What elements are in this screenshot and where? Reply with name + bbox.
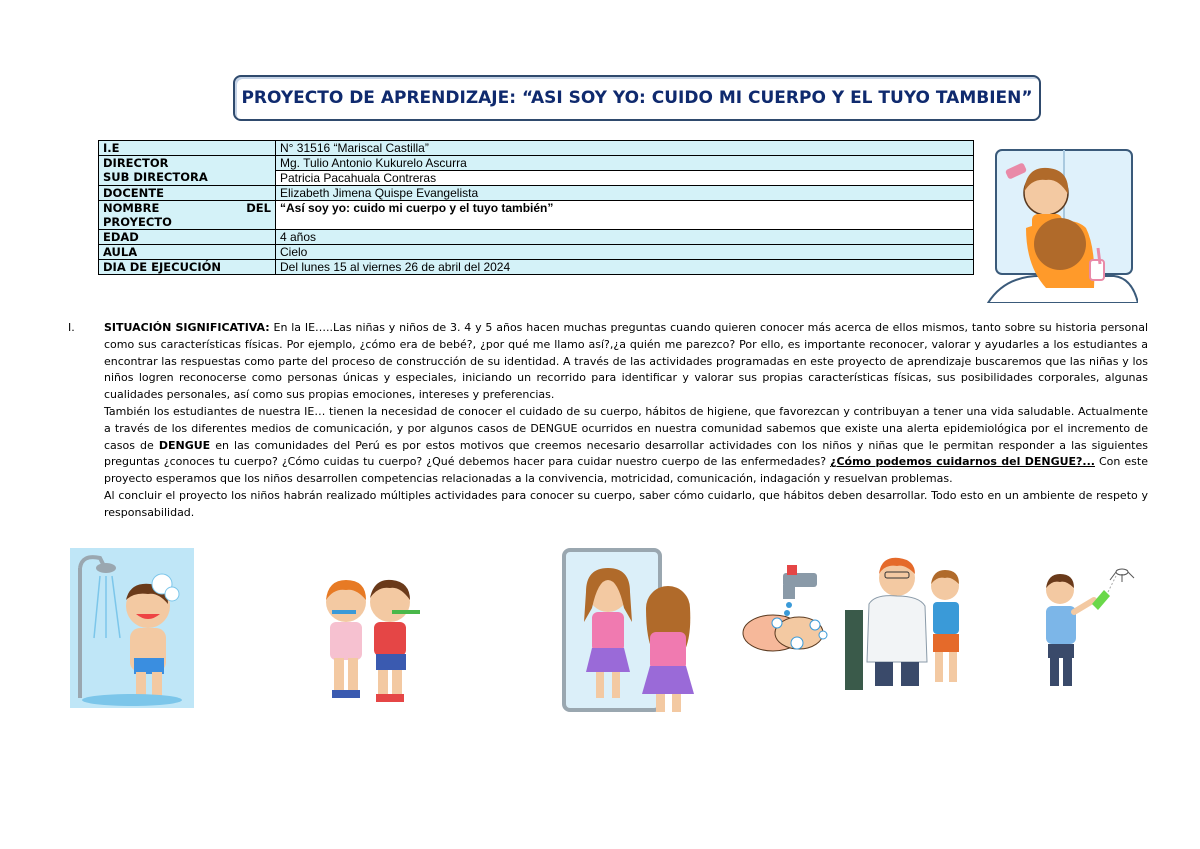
edad-value: 4 años [276, 230, 974, 245]
director-label: DIRECTOR [103, 156, 169, 170]
doctor-checkup-illustration [845, 550, 972, 690]
nombre-value: “Así soy yo: cuido mi cuerpo y el tuyo también” [276, 201, 974, 230]
ie-label: I.E [99, 141, 276, 156]
table-row [99, 245, 974, 260]
situacion-significativa [68, 320, 1148, 522]
paragraph-1-text: En la IE…..Las niñas y niños de 3. 4 y 5 años hacen muchas preguntas cuando quieren conocer más acerca de ellos mismos, tanto sobre su historia personal como sus características físicas. Por ejemplo, ¿cómo era de bebé?, ¿por qué me llamo así?,¿a quién me parezco? Por ello, es importante reconocer, valorar y ayudarles a los estudiantes a encontrar las respuestas como parte del proceso de construcción de su identidad. A través de las actividades programadas en este proyecto de aprendizaje buscaremos que las niñas y los niños logren reconocerse como personas únicas y especiales, iniciando un recorrido para identificar y valorar sus propias características físicas, sus posibilidades corporales, algunas cualidades personales, así como sus propias emociones, intereses y preferencias. [104, 321, 1148, 402]
nombre-label-c: PROYECTO [103, 215, 172, 229]
table-row [99, 186, 974, 201]
director-values [276, 156, 974, 186]
handwashing-illustration [737, 563, 829, 659]
paragraph-2-text-c: Con este proyecto esperamos que los niños desarrollen competencias relacionadas a la convivencia, motricidad, comunicación, indagación y resuelvan problemas. [104, 455, 1148, 486]
nombre-label-b: DEL [246, 201, 271, 215]
docente-label: DOCENTE [99, 186, 276, 201]
girl-mirror-illustration [986, 148, 1138, 303]
nombre-label-cell [99, 201, 276, 230]
subdirectora-value: Patricia Pacahuala Contreras [276, 171, 973, 185]
table-row [99, 201, 974, 230]
project-title-box [233, 75, 1041, 121]
table-row [99, 230, 974, 245]
paragraph-2-text-a: También los estudiantes de nuestra IE… tienen la necesidad de conocer el cuidado de su cuerpo, hábitos de higiene, que favorezcan y contribuyan a tener una vida saludable. Actualmente a través de los diferentes medios de comunicación, y por algunos casos de DENGUE ocurridos en nuestra comunidad sabemos que existe una alerta epidemiológica por el incremento de casos de [104, 404, 1148, 452]
dia-value: Del lunes 15 al viernes 26 de abril del 2024 [276, 260, 974, 275]
boy-mosquito-illustration [1030, 560, 1140, 690]
project-title: PROYECTO DE APRENDIZAJE: “ASI SOY YO: CUIDO MI CUERPO Y EL TUYO TAMBIEN” [241, 88, 1033, 108]
dengue-question: ¿Cómo podemos cuidarnos del DENGUE?... [830, 455, 1095, 469]
dia-label: DIA DE EJECUCIÓN [99, 260, 276, 275]
info-table [98, 140, 974, 275]
table-row [99, 156, 974, 186]
edad-label: EDAD [99, 230, 276, 245]
paragraph-2 [104, 404, 1148, 488]
aula-label: AULA [99, 245, 276, 260]
children-brushing-teeth-illustration [312, 572, 424, 706]
director-value: Mg. Tulio Antonio Kukurelo Ascurra [276, 156, 973, 171]
table-row [99, 260, 974, 275]
aula-value: Cielo [276, 245, 974, 260]
section-number: I. [68, 321, 75, 334]
girl-at-mirror-illustration [562, 548, 704, 716]
section-heading: SITUACIÓN SIGNIFICATIVA: [104, 321, 270, 334]
shower-child-illustration [70, 548, 194, 708]
docente-value: Elizabeth Jimena Quispe Evangelista [276, 186, 974, 201]
dengue-word: DENGUE [158, 438, 211, 452]
subdirectora-label: SUB DIRECTORA [103, 170, 208, 184]
paragraph-1 [104, 320, 1148, 404]
ie-value: N° 31516 “Mariscal Castilla” [276, 141, 974, 156]
paragraph-3: Al concluir el proyecto los niños habrán realizado múltiples actividades para conocer su cuerpo, saber cómo cuidarlo, que hábitos deben desarrollar. Todo esto en un ambiente de respeto y responsabilidad. [104, 488, 1148, 519]
nombre-label-a: NOMBRE [103, 201, 160, 215]
paragraph-2-text-b: en las comunidades del Perú es por estos motivos que creemos necesario desarrollar actividades con los niños y niñas que le permitan responder a las siguientes preguntas ¿conoces tu cuerpo? ¿Cómo cuidas tu cuerpo? ¿Qué debemos hacer para cuidar nuestro cuerpo de las enfermedades? [104, 438, 1148, 469]
director-cell [99, 156, 276, 186]
table-row [99, 141, 974, 156]
